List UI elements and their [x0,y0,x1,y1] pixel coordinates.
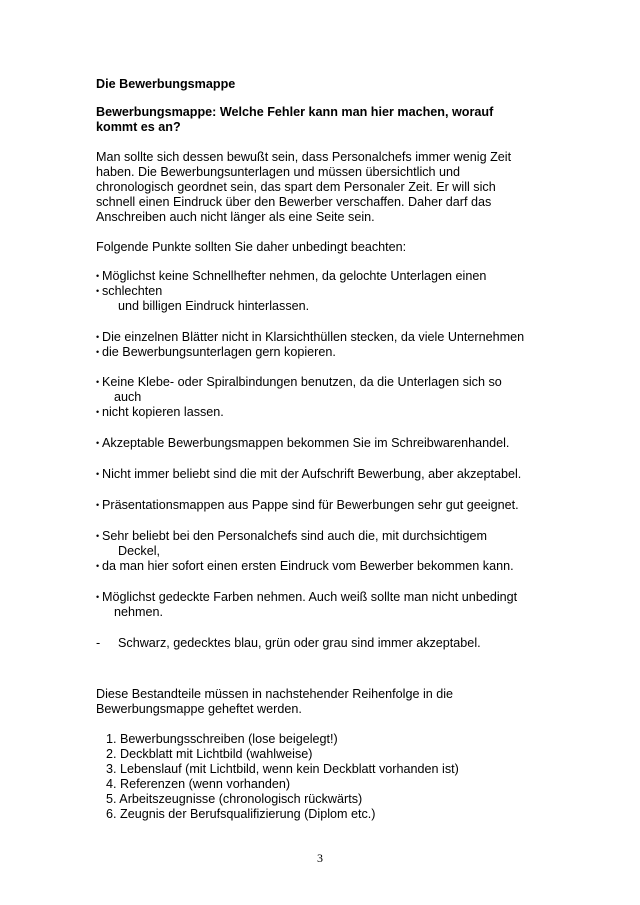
bullet-continuation: auch [114,390,142,404]
bullet-icon: • [96,469,100,479]
bullet-text: Nicht immer beliebt sind die mit der Aufschrift Bewerbung, aber akzeptabel. [102,467,522,481]
order-intro-line: Diese Bestandteile müssen in nachstehender Reihenfolge in die [96,687,454,701]
bullet-icon: • [96,271,100,281]
bullet-icon: • [96,347,100,357]
subtitle-line: Bewerbungsmappe: Welche Fehler kann man hier machen, worauf [96,105,494,119]
bullet-text: Die einzelnen Blätter nicht in Klarsichthüllen stecken, da viele Unternehmen [102,330,525,344]
bullet-icon: • [96,407,100,417]
bullet-text: Möglichst gedeckte Farben nehmen. Auch weiß sollte man nicht unbedingt [102,590,518,604]
bullet-icon: • [96,531,100,541]
bullet-text: da man hier sofort einen ersten Eindruck vom Bewerber bekommen kann. [102,559,514,573]
order-list-item: 1. Bewerbungsschreiben (lose beigelegt!) [106,732,338,746]
order-list-item: 6. Zeugnis der Berufsqualifizierung (Diplom etc.) [106,807,376,821]
bullet-icon: • [96,561,100,571]
bullet-icon: • [96,332,100,342]
bullet-continuation: Deckel, [118,544,160,558]
bullet-icon: • [96,286,100,296]
document-title: Die Bewerbungsmappe [96,77,236,91]
bullet-point [96,436,509,451]
bullet-point [96,345,336,360]
bullet-point [96,330,524,345]
dash-text: Schwarz, gedecktes blau, grün oder grau sind immer akzeptabel. [118,636,481,650]
bullet-text: Möglichst keine Schnellhefter nehmen, da gelochte Unterlagen einen [102,269,487,283]
order-list-item: 2. Deckblatt mit Lichtbild (wahlweise) [106,747,313,761]
bullet-text: nicht kopieren lassen. [102,405,224,419]
intro-line: schnell einen Eindruck über den Bewerber verschaffen. Daher darf das [96,195,492,209]
bullet-text: schlechten [102,284,163,298]
bullet-point [96,498,519,513]
intro-line: Man sollte sich dessen bewußt sein, dass Personalchefs immer wenig Zeit [96,150,512,164]
points-intro: Folgende Punkte sollten Sie daher unbedingt beachten: [96,240,407,254]
bullet-point [96,467,521,482]
intro-line: Anschreiben auch nicht länger als eine Seite sein. [96,210,375,224]
bullet-point [96,405,224,420]
bullet-point [96,284,162,299]
bullet-point [96,559,514,574]
bullet-text: Akzeptable Bewerbungsmappen bekommen Sie im Schreibwarenhandel. [102,436,510,450]
bullet-continuation: nehmen. [114,605,164,619]
page-number: 3 [317,851,323,865]
bullet-point [96,375,502,390]
intro-line: haben. Die Bewerbungsunterlagen und müssen übersichtlich und [96,165,461,179]
order-list-item: 5. Arbeitszeugnisse (chronologisch rückwärts) [106,792,363,806]
bullet-icon: • [96,438,100,448]
bullet-icon: • [96,592,100,602]
dash-icon: - [96,636,101,650]
bullet-text: die Bewerbungsunterlagen gern kopieren. [102,345,336,359]
order-list-item: 4. Referenzen (wenn vorhanden) [106,777,291,791]
bullet-text: Präsentationsmappen aus Pappe sind für Bewerbungen sehr gut geeignet. [102,498,519,512]
bullet-text: Keine Klebe- oder Spiralbindungen benutzen, da die Unterlagen sich so [102,375,502,389]
order-list-item: 3. Lebenslauf (mit Lichtbild, wenn kein Deckblatt vorhanden ist) [106,762,459,776]
bullet-point [96,590,517,605]
bullet-icon: • [96,500,100,510]
dash-point [96,636,481,651]
subtitle-line: kommt es an? [96,120,181,134]
bullet-icon: • [96,377,100,387]
bullet-point [96,269,486,284]
intro-line: chronologisch geordnet sein, das spart dem Personaler Zeit. Er will sich [96,180,496,194]
bullet-text: Sehr beliebt bei den Personalchefs sind auch die, mit durchsichtigem [102,529,488,543]
order-intro-line: Bewerbungsmappe geheftet werden. [96,702,302,716]
bullet-continuation: und billigen Eindruck hinterlassen. [118,299,310,313]
bullet-point [96,529,487,544]
